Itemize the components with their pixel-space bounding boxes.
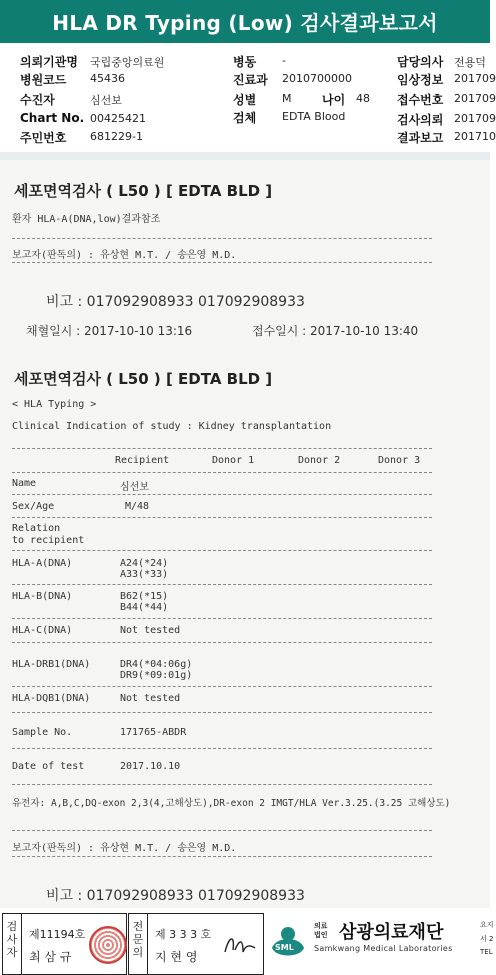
section2-reporter: 보고자(판독의) : 유상현 M.T. / 송은영 M.D. xyxy=(12,843,237,854)
report-body xyxy=(0,160,490,908)
sml-logo-icon xyxy=(266,918,310,962)
row-value-hla-a-1: A24(*24) xyxy=(120,558,169,569)
row-value-hla-drb1-1: DR4(*04:06g) xyxy=(120,659,193,670)
org-english-name: Samkwang Medical Laboratories xyxy=(314,944,453,953)
report-title: HLA DR Typing (Low) 검사결과보고서 xyxy=(52,11,438,35)
patient-value: 심선보 xyxy=(90,94,122,107)
divider xyxy=(12,748,432,749)
age-value: 48 xyxy=(356,92,370,105)
signature-footer xyxy=(0,908,494,975)
dept-label: 진료과 xyxy=(233,73,268,87)
divider xyxy=(12,642,432,643)
tester-seal xyxy=(89,926,127,964)
row-label-date-of-test: Date of test xyxy=(12,761,85,772)
divider xyxy=(12,262,432,263)
row-value-hla-b-1: B62(*15) xyxy=(120,591,169,602)
specimen-label: 검체 xyxy=(233,111,257,125)
chart-no-label: Chart No. xyxy=(20,111,85,125)
dept-value: 2010700000 xyxy=(282,72,352,85)
signature-mark xyxy=(221,930,259,960)
tester-label: 검사자 xyxy=(6,920,18,959)
row-label-name: Name xyxy=(12,478,37,489)
doctor-label: 담당의사 xyxy=(397,55,444,69)
manager-box xyxy=(128,913,264,975)
tester-box xyxy=(2,913,127,975)
tester-name: 최 삼 규 xyxy=(29,950,72,964)
row-value-hla-c: Not tested xyxy=(120,625,181,636)
request-value: 201709 xyxy=(454,112,496,125)
row-value-sample-no: 171765-ABDR xyxy=(120,727,187,738)
gene-method-note: 유전자: A,B,C,DQ-exon 2,3(4,고해상도),DR-exon 2 IMGT/HLA Ver.3.25.(3.25 고해상도) xyxy=(12,798,451,809)
org-prefix-2: 법인 xyxy=(314,931,328,939)
header-donor3: Donor 3 xyxy=(378,455,421,466)
tester-license-no: 제11194호 xyxy=(29,928,86,941)
clinical-label: 임상정보 xyxy=(397,73,444,87)
section2-remark: 비고 : 017092908933 017092908933 xyxy=(46,888,305,904)
sex-label: 성별 xyxy=(233,93,257,107)
divider xyxy=(12,784,432,785)
sex-value: M xyxy=(282,92,292,105)
receipt-no-label: 접수번호 xyxy=(397,93,444,107)
row-label-relation-2: to recipient xyxy=(12,535,85,546)
manager-license-no: 제 3 3 3 호 xyxy=(155,928,212,941)
header-donor1: Donor 1 xyxy=(212,455,255,466)
row-label-sex-age: Sex/Age xyxy=(12,501,55,512)
ward-label: 병동 xyxy=(233,55,257,69)
manager-name: 지 현 영 xyxy=(155,950,198,964)
divider xyxy=(12,856,432,857)
institution-value: 국립중앙의료원 xyxy=(90,56,165,69)
specimen-value: EDTA Blood xyxy=(282,110,346,123)
report-date-value: 201710 xyxy=(454,130,496,143)
institution-label: 의뢰기관명 xyxy=(20,55,78,69)
row-value-name: 심선보 xyxy=(120,482,149,493)
row-label-sample-no: Sample No. xyxy=(12,727,73,738)
report-date-label: 결과보고 xyxy=(397,131,444,145)
row-label-hla-a: HLA-A(DNA) xyxy=(12,558,73,569)
divider xyxy=(12,517,432,518)
clinical-value: 201709 xyxy=(454,72,496,85)
row-value-hla-drb1-2: DR9(*09:01g) xyxy=(120,670,193,681)
receipt-no-value: 201709 xyxy=(454,92,496,105)
row-label-hla-b: HLA-B(DNA) xyxy=(12,591,73,602)
org-prefix-1: 의료 xyxy=(314,922,328,930)
hospital-code-value: 45436 xyxy=(90,72,125,85)
logo-text: SML xyxy=(275,943,294,952)
clinical-indication: Clinical Indication of study : Kidney transplantation xyxy=(12,421,332,432)
section2-title: 세포면역검사 ( L50 ) [ EDTA BLD ] xyxy=(14,370,273,388)
divider xyxy=(12,550,432,551)
header-recipient: Recipient xyxy=(115,455,170,466)
rrn-label: 주민번호 xyxy=(20,131,67,145)
divider xyxy=(12,494,432,495)
hla-typing-subtitle: < HLA Typing > xyxy=(12,399,97,410)
row-label-hla-drb1: HLA-DRB1(DNA) xyxy=(12,659,91,670)
row-value-hla-b-2: B44(*44) xyxy=(120,602,169,613)
manager-label: 전문의 xyxy=(132,920,144,959)
divider xyxy=(12,448,432,449)
collected-datetime: 채혈일시 : 2017-10-10 13:16 xyxy=(26,324,193,338)
hospital-code-label: 병원코드 xyxy=(20,73,67,87)
row-label-relation: Relation xyxy=(12,523,61,534)
section1-reporter: 보고자(판독의) : 유상현 M.T. / 송은영 M.D. xyxy=(12,250,237,261)
row-value-sex-age: M/48 xyxy=(125,501,150,512)
divider xyxy=(147,914,148,974)
divider xyxy=(21,914,22,974)
request-label: 검사의뢰 xyxy=(397,113,444,127)
doctor-value: 전용덕 xyxy=(454,56,486,69)
sml-logo xyxy=(266,918,310,962)
row-label-hla-c: HLA-C(DNA) xyxy=(12,625,73,636)
divider xyxy=(12,712,432,713)
info-divider xyxy=(0,152,490,160)
org-name: 삼광의료재단 xyxy=(339,922,444,943)
row-value-hla-a-2: A33(*33) xyxy=(120,569,169,580)
divider xyxy=(12,830,432,831)
ward-value: - xyxy=(282,54,286,67)
divider xyxy=(12,618,432,619)
row-value-hla-dqb1: Not tested xyxy=(120,693,181,704)
divider xyxy=(12,238,432,239)
report-title-bar xyxy=(0,0,490,43)
age-label: 나이 xyxy=(322,93,346,107)
header-donor2: Donor 2 xyxy=(298,455,341,466)
section1-ref-line: 환자 HLA-A(DNA,low)결과참조 xyxy=(12,214,161,225)
edge-text-3: TEL xyxy=(480,948,493,956)
chart-no-value: 00425421 xyxy=(90,112,146,125)
row-label-hla-dqb1: HLA-DQB1(DNA) xyxy=(12,693,91,704)
edge-text-1: 요지 xyxy=(480,921,494,929)
received-datetime: 접수일시 : 2017-10-10 13:40 xyxy=(252,324,419,338)
edge-text-2: 서 2 xyxy=(480,935,494,943)
row-value-date-of-test: 2017.10.10 xyxy=(120,761,181,772)
section1-title: 세포면역검사 ( L50 ) [ EDTA BLD ] xyxy=(14,182,273,200)
divider xyxy=(12,472,432,473)
divider xyxy=(12,686,432,687)
patient-label: 수진자 xyxy=(20,93,55,107)
rrn-value: 681229-1 xyxy=(90,130,143,143)
patient-info-block xyxy=(0,45,496,155)
divider xyxy=(12,584,432,585)
section1-remark: 비고 : 017092908933 017092908933 xyxy=(46,294,305,310)
